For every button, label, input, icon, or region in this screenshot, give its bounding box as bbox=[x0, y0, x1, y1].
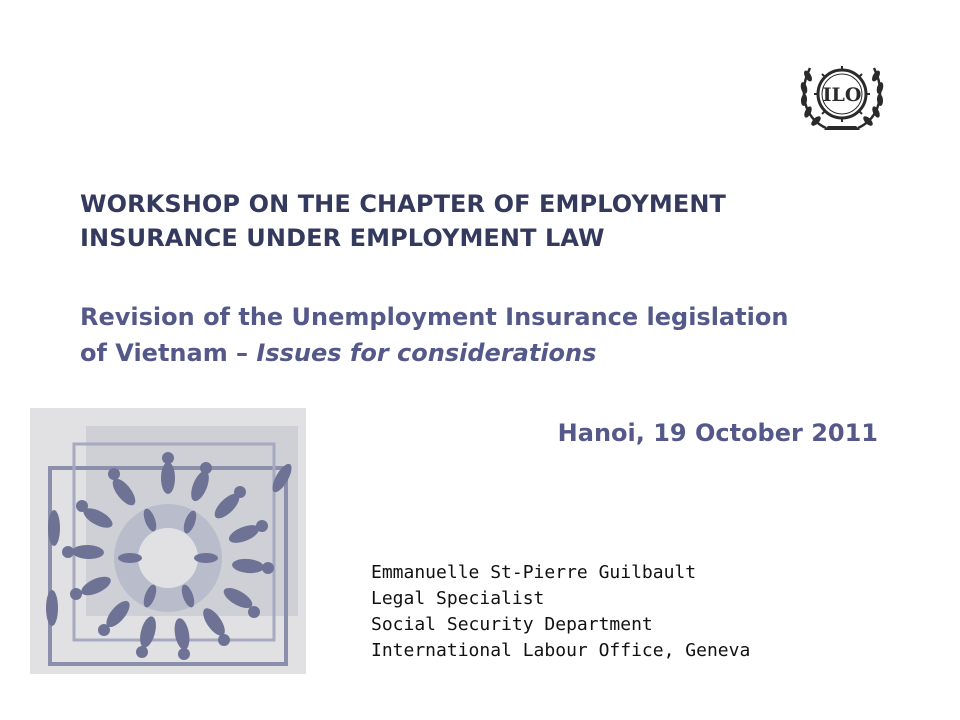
subtitle-line-2 bbox=[80, 335, 920, 371]
title-line-1: WORKSHOP ON THE CHAPTER OF EMPLOYMENT bbox=[80, 190, 727, 218]
people-circle-illustration bbox=[30, 408, 306, 674]
subtitle-line-2-regular: of Vietnam – bbox=[80, 339, 257, 367]
author-organization: International Labour Office, Geneva bbox=[371, 640, 751, 661]
title-line-2: INSURANCE UNDER EMPLOYMENT LAW bbox=[80, 224, 605, 252]
author-block bbox=[371, 560, 750, 664]
author-department: Social Security Department bbox=[371, 614, 653, 635]
ilo-logo bbox=[796, 56, 888, 134]
subtitle-line-1: Revision of the Unemployment Insurance legislation bbox=[80, 303, 789, 331]
location-date: Hanoi, 19 October 2011 bbox=[557, 419, 878, 447]
author-role: Legal Specialist bbox=[371, 588, 545, 609]
slide-title bbox=[80, 187, 900, 255]
author-name: Emmanuelle St-Pierre Guilbault bbox=[371, 562, 697, 583]
subtitle-line-2-italic: Issues for considerations bbox=[256, 339, 597, 367]
slide-subtitle bbox=[80, 299, 920, 371]
ilo-logo-text: ILO bbox=[822, 84, 862, 106]
